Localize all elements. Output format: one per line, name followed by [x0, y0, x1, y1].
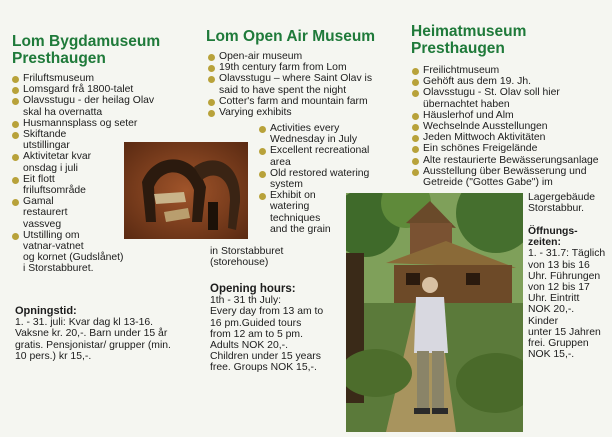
col2-hours-title: Opening hours: [210, 283, 296, 295]
bullet-icon [12, 177, 19, 184]
col2-feature-item-text: Cotter's farm and mountain farm [219, 95, 368, 107]
bullet-icon [12, 87, 19, 94]
col2-feature-item-text: Varying exhibits [219, 107, 292, 119]
col2-feature-item [208, 73, 398, 95]
col3-feature-item [412, 65, 607, 76]
bullet-icon [12, 199, 19, 206]
col1-hours-title: Opningstid: [15, 305, 77, 317]
col2-feature-item [208, 51, 398, 62]
col3-feature-item [412, 143, 607, 154]
bullet-icon [412, 113, 419, 120]
col3-feature-item [412, 132, 607, 143]
bullet-icon [12, 98, 19, 105]
col2-feature-item-text: 19th century farm from Lom [219, 62, 347, 74]
col2-feature-item-text: Open-air museum [219, 51, 303, 62]
col1-feature-item [12, 73, 197, 84]
col3-feature-item-text: Getreide ("Gottes Gabe") im [423, 177, 553, 189]
col1-feature-item-text: Olavsstugu - der heilag Olav [23, 95, 155, 107]
col2-hours-line: 16 pm.Guided tours [210, 317, 302, 329]
col1-hours [15, 306, 200, 362]
col3-hours-line: 1. - 31.7: Täglich [528, 248, 606, 260]
col1-feature-item-text: onsdag i juli [23, 162, 78, 174]
col3-title-line2: Presthaugen [411, 40, 505, 57]
col2-hours [210, 284, 350, 374]
col2-sub-feature-item-text: Activities every [270, 123, 340, 134]
col2-sub-feature-item-text: Exhibit on [270, 190, 316, 202]
col3-hours-line: NOK 20,-. [528, 304, 575, 316]
bullet-icon [412, 135, 419, 142]
col3-feature-item [412, 76, 607, 87]
col2-sub-feature-item-text: Wednesday in July [270, 134, 358, 146]
col2-hours-line: Adults NOK 20,-. [210, 340, 288, 352]
col1-feature-item-text: Utstilling om [23, 229, 80, 241]
bullet-icon [12, 121, 19, 128]
col3-title [411, 23, 526, 57]
col2-feature-item-text: Olavsstugu – where Saint Olav is [219, 73, 373, 85]
col1-feature-item-text: Husmannsplass og seter [23, 117, 138, 129]
col2-after [210, 246, 350, 268]
col3-feature-item-text: Ein schönes Freigelände [423, 143, 538, 155]
col1-feature-item-text: friluftsområde [23, 185, 86, 197]
col3-hours-line: Uhr. Führungen [528, 270, 601, 282]
col3-side-line: Storstabbur. [528, 203, 585, 215]
col1-hours-line: 10 pers.) kr 15,-. [15, 350, 92, 362]
col2-sub-feature-item-text: techniques [270, 212, 321, 224]
col1-feature-item-text: Lomsgard frå 1800-talet [23, 84, 134, 96]
col2-feature-item-text: said to have spent the night [219, 84, 347, 96]
col1-hours-line: gratis. Pensjonistar/ grupper (min. [15, 339, 171, 351]
wooden-yoke-photo [124, 142, 248, 239]
col2-hours-line: Every day from 13 am to [210, 306, 324, 318]
col1-hours-line: Vaksne kr. 20,-. Barn under 15 år [15, 328, 168, 340]
col1-feature-item-text: Aktivitetar kvar [23, 151, 92, 163]
bullet-icon [208, 76, 215, 83]
col3-hours [528, 226, 612, 360]
col3-title-line1: Heimatmuseum [411, 23, 527, 40]
col1-feature-item-text: skal ha overnatta [23, 106, 103, 118]
col3-feature-item [412, 166, 607, 188]
col2-feature-item [208, 96, 398, 107]
bullet-icon [12, 76, 19, 83]
bullet-icon [259, 148, 266, 155]
bullet-icon [412, 124, 419, 131]
col3-feature-item-text: übernachtet haben [423, 98, 510, 110]
col3-feature-item [412, 87, 607, 109]
bullet-icon [412, 146, 419, 153]
col2-hours-line: free. Groups NOK 15,-. [210, 362, 317, 374]
col3-feature-item-text: Wechselnde Ausstellungen [423, 121, 548, 133]
bullet-icon [412, 158, 419, 165]
bullet-icon [208, 54, 215, 61]
col3-hours-line: von 12 bis 17 [528, 282, 590, 294]
col1-feature-item-text: Friluftsmuseum [23, 73, 95, 84]
col1-feature-item [12, 95, 197, 117]
col1-feature-item-text: utstillingar [23, 140, 70, 152]
col2-hours-line: Children under 15 years [210, 351, 321, 363]
bullet-icon [259, 171, 266, 178]
col1-feature-item [12, 84, 197, 95]
bullet-icon [208, 110, 215, 117]
col3-side [528, 192, 612, 214]
col3-feature-item-text: Ausstellung über Bewässerung und [423, 165, 587, 177]
bullet-icon [259, 126, 266, 133]
col2-sub-feature-item-text: Excellent recreational [270, 145, 370, 157]
col2-hours-line: from 12 am to 5 pm. [210, 328, 303, 340]
bullet-icon [259, 193, 266, 200]
col2-after-line: (storehouse) [210, 257, 269, 269]
bullet-icon [412, 79, 419, 86]
col3-feature-item-text: Olavsstugu - St. Olav soll hier [423, 87, 560, 99]
col1-feature-item-text: Eit flott [23, 173, 55, 185]
col2-feature-item [208, 62, 398, 73]
bullet-icon [12, 233, 19, 240]
col2-sub-feature-item [248, 168, 393, 190]
bullet-icon [208, 65, 215, 72]
col2-feature-item [208, 107, 398, 118]
col3-hours-line: Kinder [528, 315, 559, 327]
col3-hours-line: Uhr. Eintritt [528, 293, 580, 305]
col1-feature-item-text: restaurert [23, 207, 68, 219]
col2-sub-feature-item-text: area [270, 156, 291, 168]
col2-sub-feature-item [248, 123, 393, 145]
bullet-icon [12, 154, 19, 161]
col3-hours-title: Öffnungs- [528, 226, 578, 237]
col2-sub-feature-item-text: and the grain [270, 223, 331, 235]
col3-side-line: Lagergebäude [528, 192, 596, 203]
col1-title-line2: Presthaugen [12, 50, 106, 67]
col2-sub-feature-item-text: Old restored watering [270, 167, 370, 179]
col2-sub-feature-item-text: watering [270, 201, 310, 213]
col2-feature-list [208, 51, 398, 118]
col3-hours-line: von 13 bis 16 [528, 259, 590, 271]
col3-hours-title2: zeiten: [528, 237, 561, 249]
col3-feature-item-text: Häuslerhof und Alm [423, 109, 514, 121]
col1-feature-item [12, 118, 197, 129]
col3-feature-item-text: Jeden Mittwoch Aktivitäten [423, 132, 546, 144]
col2-hours-line: 1th - 31 th July: [210, 295, 282, 307]
col3-hours-line: frei. Gruppen [528, 338, 589, 350]
col1-title-line1: Lom Bygdamuseum [12, 33, 161, 50]
bullet-icon [208, 99, 215, 106]
col1-feature-item-text: vatnar-vatnet [23, 241, 84, 253]
col3-feature-item [412, 110, 607, 121]
col3-feature-item [412, 155, 607, 166]
col1-feature-item-text: i Storstabburet. [23, 263, 94, 275]
col3-feature-item-text: Alte restaurierte Bewässerungsanlage [423, 154, 599, 166]
bullet-icon [12, 132, 19, 139]
bullet-icon [412, 90, 419, 97]
col3-feature-list [412, 65, 607, 188]
col1-title [12, 33, 160, 67]
col3-feature-item-text: Freilichtmuseum [423, 65, 500, 76]
col3-feature-item-text: Gehöft aus dem 19. Jh. [423, 76, 532, 88]
col1-feature-item-text: Gamal [23, 196, 54, 208]
bullet-icon [412, 68, 419, 75]
cabin-walker-photo [346, 193, 523, 432]
col3-hours-line: NOK 15,-. [528, 349, 575, 361]
col2-sub-feature-item [248, 145, 393, 167]
col2-after-line: in Storstabburet [210, 246, 284, 257]
col1-feature-item-text: Skiftande [23, 129, 67, 141]
bullet-icon [412, 169, 419, 176]
col1-hours-line: 1. - 31. juli: Kvar dag kl 13-16. [15, 317, 154, 329]
col3-hours-line: unter 15 Jahren [528, 326, 601, 338]
col1-feature-item-text: og kornet (Gudslånet) [23, 252, 124, 264]
col2-sub-feature-item-text: system [270, 179, 303, 191]
col3-feature-item [412, 121, 607, 132]
col1-feature-item-text: vassveg [23, 218, 62, 230]
col2-title: Lom Open Air Museum [206, 28, 376, 45]
